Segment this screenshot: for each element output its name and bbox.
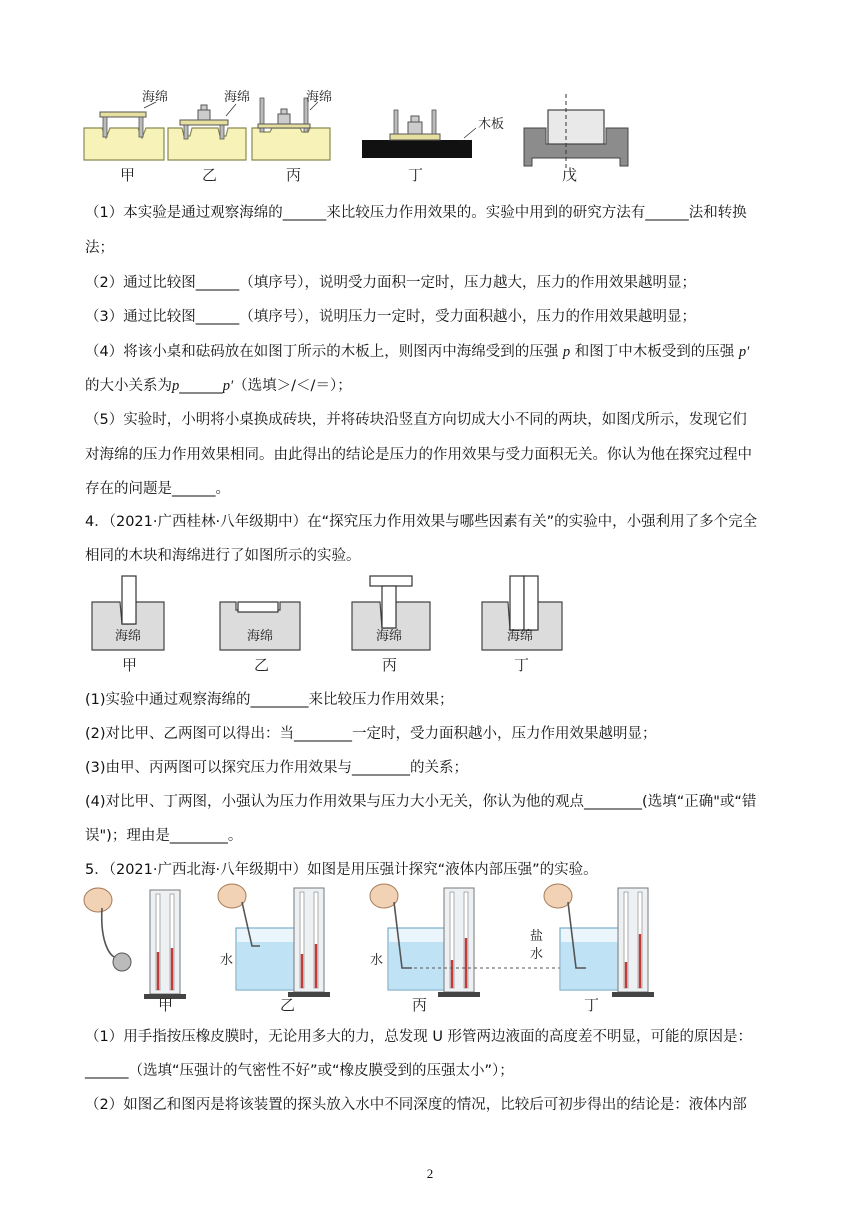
label-sponge-2: 海绵 [224,90,251,105]
figure-pressure-gauge [80,882,680,1012]
panel-bing [252,90,332,184]
svg-text:丁: 丁 [514,656,530,674]
q4-sub-1: (1)实验中通过观察海绵的________来比较压力作用效果； [85,692,454,708]
q5-line-1: 5．（2021·广西北海·八年级期中）如图是用压强计探究“液体内部压强”的实验。 [85,862,598,878]
svg-text:丙: 丙 [382,656,398,674]
q5-sub-2: ______（选填“压强计的气密性不好”或“橡皮膜受到的压强太小”）； [85,1063,514,1079]
q3-line-1: （1）本实验是通过观察海绵的______来比较压力作用效果的。实验中用到的研究方法有______法和转换 [85,205,747,221]
svg-text:丙: 丙 [412,996,428,1012]
q4-sub-2: (2)对比甲、乙两图可以得出：当________一定时，受力面积越小，压力作用效果越明显； [85,726,657,742]
var-p: p [562,344,571,360]
caption-jia: 甲 [120,166,136,184]
q4-sub-4: (4)对比甲、丁两图，小强认为压力作用效果与压力大小无关，你认为他的观点________(选填“正确"或“错 [85,794,757,810]
svg-text:乙: 乙 [280,996,296,1012]
caption-yi: 乙 [202,166,218,184]
svg-text:乙: 乙 [254,656,270,674]
svg-text:水: 水 [220,953,234,968]
panel-yi-5 [218,884,330,1012]
q4-line-1: 4．（2021·广西桂林·八年级期中）在“探究压力作用效果与哪些因素有关”的实验中，小强利用了多个完全 [85,514,758,530]
page-number: 2 [426,1166,434,1181]
q4-sub-3: (3)由甲、丙两图可以探究压力作用效果与________的关系； [85,760,469,776]
panel-ding [362,110,504,184]
q3-line-3: （2）通过比较图______（填序号），说明受力面积一定时，压力越大，压力的作用效果越明显； [85,275,696,291]
q3-line-5: （4）将该小桌和砝码放在如图丁所示的木板上，则图丙中海绵受到的压强 p 和图丁中木板受到的压强 p′ [85,344,750,360]
q3-line-2: 法； [85,240,114,256]
q4-sub-5: 误")；理由是________。 [85,828,243,844]
q5-sub-1: （1）用手指按压橡皮膜时，无论用多大的力，总发现 U 形管两边液面的高度差不明显，可能的原因是： [85,1029,753,1045]
svg-text:丁: 丁 [584,996,600,1012]
caption-bing: 丙 [286,166,302,184]
svg-text:海绵: 海绵 [247,629,274,644]
label-sponge-3: 海绵 [306,90,333,105]
svg-text:甲: 甲 [122,656,138,674]
figure-table-experiment [80,88,640,188]
panel-jia-5 [84,888,186,1012]
svg-text:盐: 盐 [530,929,544,944]
panel-wu [524,94,628,184]
panel-bing-4 [352,576,430,674]
svg-text:海绵: 海绵 [376,629,403,644]
q3-line-8: 对海绵的压力作用效果相同。由此得出的结论是压力的作用效果与受力面积无关。你认为他在探究过程中 [85,447,752,463]
svg-text:水: 水 [370,953,384,968]
q3-line-7: （5）实验时，小明将小桌换成砖块，并将砖块沿竖直方向切成大小不同的两块，如图戊所示，发现它们 [85,412,747,428]
panel-yi [168,90,250,184]
svg-text:甲: 甲 [158,996,174,1012]
panel-ding-5 [530,884,654,1012]
q3-line-9: 存在的问题是______。 [85,481,230,497]
svg-text:海绵: 海绵 [115,629,142,644]
q3-line-4: （3）通过比较图______（填序号），说明压力一定时，受力面积越小，压力的作用效果越明显； [85,309,696,325]
panel-ding-4 [482,576,562,674]
svg-text:水: 水 [530,947,544,962]
label-sponge-1: 海绵 [142,90,169,105]
q5-sub-3: （2）如图乙和图丙是将该装置的探头放入水中不同深度的情况，比较后可初步得出的结论是：液体内部 [85,1097,747,1113]
panel-jia [84,90,168,184]
var-p-prime: p′ [738,344,750,360]
panel-jia-4 [92,576,164,674]
panel-yi-4 [220,602,300,674]
figure-sponge-blocks [84,572,584,676]
q4-line-2: 相同的木块和海绵进行了如图所示的实验。 [85,548,361,564]
svg-text:海绵: 海绵 [507,629,534,644]
caption-wu: 戊 [562,166,578,184]
label-board: 木板 [478,117,505,132]
q3-line-6: 的大小关系为p______p′（选填＞/＜/＝）； [85,378,352,394]
caption-ding: 丁 [408,166,424,184]
